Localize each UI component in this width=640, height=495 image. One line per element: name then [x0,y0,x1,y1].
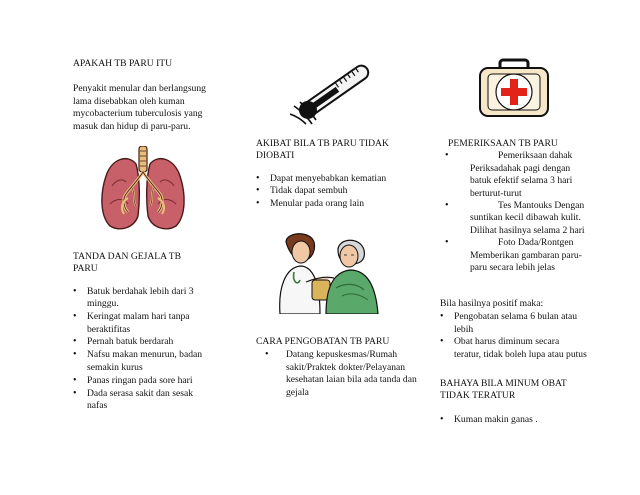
section-title-symptoms-line2: PARU [73,263,98,275]
section-title-effects-line1: AKIBAT BILA TB PARU TIDAK [256,138,389,149]
list-item: • Nafsu makan menurun, badan semakin kurus [73,349,215,374]
list-item [440,150,585,200]
effects-list [256,173,426,210]
list-item: • Kuman makin ganas . [440,414,588,426]
list-item: • Menular pada orang lain [256,198,426,210]
positive-result-title: Bila hasilnya positif maka: [440,298,544,309]
section-title-danger [440,378,588,403]
section-title-what-is-tb: APAKAH TB PARU ITU [73,58,173,69]
examinations-list [440,150,585,274]
list-item [440,237,585,274]
section-title-symptoms-line1: TANDA DAN GEJALA TB [73,251,182,262]
lungs-illustration [98,146,188,234]
list-item [440,200,585,237]
column-effects [256,138,426,210]
list-item: • Dapat menyebabkan kematian [256,173,426,185]
list-item: • Datang kepuskesmas/Rumah sakit/Praktek dokter/Pelayanan kesehatan laian bila ada tanda dan gejala [256,349,426,399]
positive-result-list [440,311,588,361]
thermometer-illustration [290,56,380,126]
section-title-symptoms [73,251,215,276]
column-examinations [440,138,585,274]
column-danger [440,378,588,426]
column-treatment [256,336,426,399]
section-title-danger-line2: TIDAK TERATUR [440,390,516,402]
intro-paragraph: Penyakit menular dan berlangsung lama disebabkan oleh kuman mycobacterium tuberculosis yang masuk dan hidup di paru-paru. [73,83,206,132]
list-item: • Panas ringan pada sore hari [73,375,215,387]
section-title-danger-line1: BAHAYA BILA MINUM OBAT [440,378,567,389]
list-item: • Pernah batuk berdarah [73,336,215,348]
column-what-is-tb [73,58,215,133]
column-positive-result [440,298,588,361]
list-item: • Dada serasa sakit dan sesak nafas [73,388,215,413]
list-item: • Batuk berdahak lebih dari 3 minggu. [73,286,215,311]
first-aid-kit-illustration [478,58,550,118]
list-item: • Keringat malam hari tanpa beraktifitas [73,311,215,336]
list-item-text: • Pemeriksaan dahak Periksadahak pagi dengan batuk efektif selama 3 hari berturut-turut [470,150,573,199]
section-title-examinations: PEMERIKSAAN TB PARU [448,138,558,149]
list-item: • Obat harus diminum secara teratur, tidak boleh lupa atau putus [440,336,588,361]
list-item-text: • Foto Dada/Rontgen Memberikan gambaran paru-paru secara lebih jelas [470,237,582,274]
danger-list [440,414,588,426]
list-item: • Tidak dapat sembuh [256,185,426,197]
section-title-effects [256,138,426,163]
symptoms-list [73,286,215,413]
doctor-patient-illustration [276,230,382,314]
list-item: • Pengobatan selama 6 bulan atau lebih [440,311,588,336]
column-symptoms [73,251,215,413]
section-title-effects-line2: DIOBATI [256,150,295,162]
section-title-treatment: CARA PENGOBATAN TB PARU [256,336,390,347]
list-item-text: • Tes Mantouks Dengan suntikan kecil dibawah kulit. Dilihat hasilnya selama 2 hari [470,200,585,236]
treatment-list [256,349,426,399]
